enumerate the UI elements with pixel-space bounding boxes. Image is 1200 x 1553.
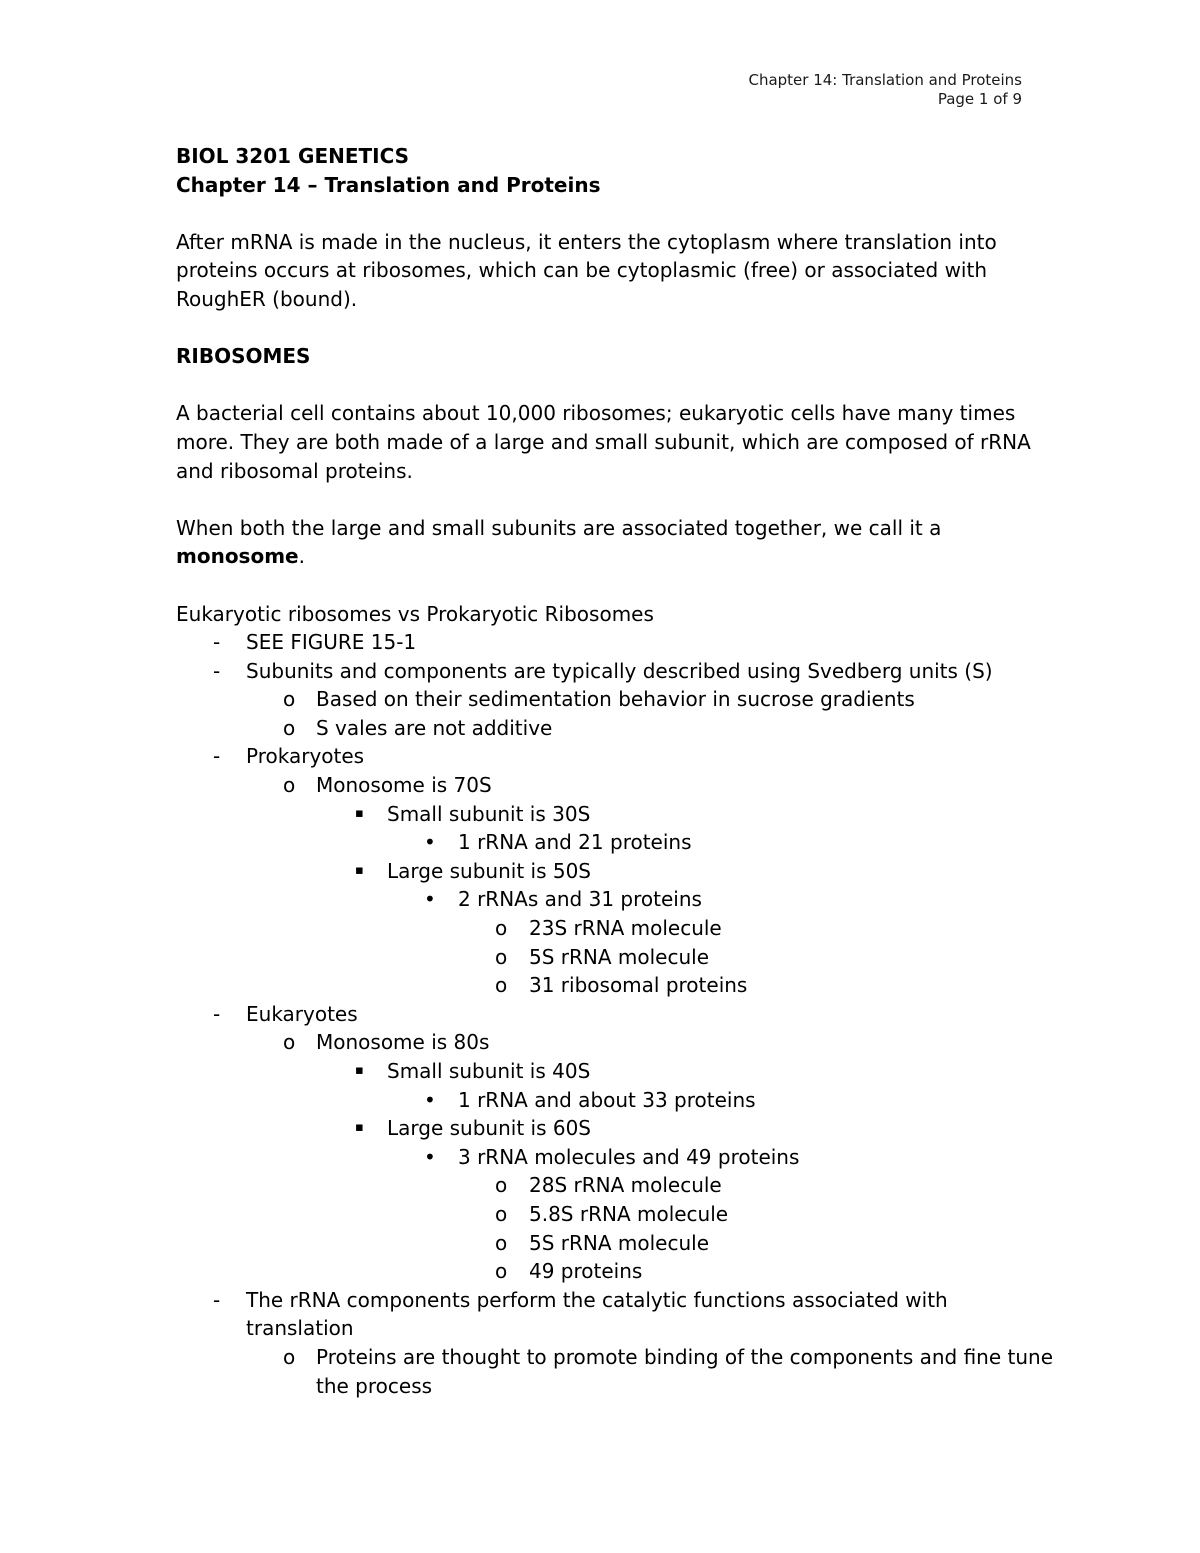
list-item xyxy=(176,971,1056,1000)
section-heading-ribosomes: RIBOSOMES xyxy=(176,344,311,369)
list-item xyxy=(176,1257,1056,1286)
list-item xyxy=(176,857,1056,886)
list-item xyxy=(176,1343,1056,1400)
list-item-text: Proteins are thought to promote binding of the components and fine tune the process xyxy=(316,1344,1054,1398)
bullet-marker: • xyxy=(424,887,436,912)
list-item xyxy=(176,1200,1056,1229)
list-item-text: 1 rRNA and about 33 proteins xyxy=(458,1087,756,1112)
list-item xyxy=(176,714,1056,743)
document-body xyxy=(176,142,1056,1400)
list-item xyxy=(176,943,1056,972)
list-item-text: Monosome is 70S xyxy=(316,773,492,798)
list-item-text: Small subunit is 30S xyxy=(387,801,591,826)
list-item-text: 2 rRNAs and 31 proteins xyxy=(458,887,702,912)
circle-marker: o xyxy=(495,1230,508,1255)
list-item-text: 3 rRNA molecules and 49 proteins xyxy=(458,1144,800,1169)
square-marker: ▪ xyxy=(355,1063,364,1078)
list-item-text: Based on their sedimentation behavior in sucrose gradients xyxy=(316,687,915,712)
circle-marker: o xyxy=(495,1173,508,1198)
circle-marker: o xyxy=(495,944,508,969)
list-item-text: Small subunit is 40S xyxy=(387,1059,591,1083)
monosome-paragraph xyxy=(176,514,1056,571)
list-item xyxy=(176,1028,1056,1057)
list-item-text: 5.8S rRNA molecule xyxy=(529,1201,729,1226)
list-item xyxy=(176,828,1056,857)
list-item-text: Monosome is 80s xyxy=(316,1030,490,1055)
circle-marker: o xyxy=(495,916,508,941)
list-item-text: Large subunit is 60S xyxy=(387,1116,592,1141)
dash-marker: - xyxy=(213,658,221,683)
list-item-text: S vales are not additive xyxy=(316,715,553,740)
list-item xyxy=(176,1229,1056,1258)
bullet-marker: • xyxy=(424,1144,436,1169)
circle-marker: o xyxy=(283,1344,296,1369)
header-page-number: Page 1 of 9 xyxy=(937,90,1022,108)
list-item xyxy=(176,1114,1056,1143)
square-marker: ▪ xyxy=(355,862,364,878)
list-item-text: 23S rRNA molecule xyxy=(529,916,722,941)
dash-marker: - xyxy=(213,630,221,655)
chapter-title: Chapter 14 – Translation and Proteins xyxy=(176,172,601,197)
circle-marker: o xyxy=(283,715,296,740)
list-item-text: 31 ribosomal proteins xyxy=(529,973,748,998)
list-item-text: Large subunit is 50S xyxy=(387,858,592,883)
monosome-term: monosome xyxy=(176,544,299,569)
list-item-text: 28S rRNA molecule xyxy=(529,1173,722,1198)
list-item xyxy=(176,628,1056,657)
page-header xyxy=(748,71,1022,109)
header-chapter: Chapter 14: Translation and Proteins xyxy=(748,71,1022,89)
ribosome-paragraph: A bacterial cell contains about 10,000 ribosomes; eukaryotic cells have many times more. They are both made of a large and small subunit, which are composed of rRNA and ribosomal proteins. xyxy=(176,401,1031,483)
bullet-marker: • xyxy=(424,830,436,855)
monosome-period: . xyxy=(298,544,305,569)
list-item xyxy=(176,1171,1056,1200)
list-item xyxy=(176,1143,1056,1172)
list-item xyxy=(176,1057,1056,1086)
circle-marker: o xyxy=(283,773,296,798)
intro-paragraph: After mRNA is made in the nucleus, it enters the cytoplasm where translation into proteins occurs at ribosomes, which can be cytoplasmic (free) or associated with RoughER (bound). xyxy=(176,229,997,311)
list-item xyxy=(176,1286,1056,1343)
list-item xyxy=(176,800,1056,829)
list-item xyxy=(176,742,1056,771)
circle-marker: o xyxy=(495,973,508,998)
circle-marker: o xyxy=(283,1030,296,1055)
list-item xyxy=(176,685,1056,714)
list-item-text: 49 proteins xyxy=(529,1259,643,1284)
list-item-text: SEE FIGURE 15-1 xyxy=(246,630,417,655)
list-item xyxy=(176,771,1056,800)
list-item-text: The rRNA components perform the catalytic functions associated with translation xyxy=(246,1287,948,1341)
list-item xyxy=(176,885,1056,914)
square-marker: ▪ xyxy=(355,805,364,821)
comparison-title: Eukaryotic ribosomes vs Prokaryotic Ribosomes xyxy=(176,601,654,626)
list-item xyxy=(176,1000,1056,1029)
square-marker: ▪ xyxy=(355,1120,364,1136)
list-item-text: Eukaryotes xyxy=(246,1001,358,1026)
list-item xyxy=(176,1086,1056,1115)
dash-marker: - xyxy=(213,744,221,769)
list-item-text: 5S rRNA molecule xyxy=(529,1230,710,1255)
dash-marker: - xyxy=(213,1287,221,1312)
list-item xyxy=(176,657,1056,686)
circle-marker: o xyxy=(283,687,296,712)
list-item xyxy=(176,914,1056,943)
bullet-marker: • xyxy=(424,1087,436,1112)
circle-marker: o xyxy=(495,1259,508,1284)
list-item-text: 1 rRNA and 21 proteins xyxy=(458,830,692,855)
monosome-text: When both the large and small subunits are associated together, we call it a xyxy=(176,515,942,540)
dash-marker: - xyxy=(213,1001,221,1026)
list-item-text: Prokaryotes xyxy=(246,744,365,769)
list-item-text: Subunits and components are typically described using Svedberg units (S) xyxy=(246,658,993,683)
circle-marker: o xyxy=(495,1201,508,1226)
list-item-text: 5S rRNA molecule xyxy=(529,944,710,969)
course-title: BIOL 3201 GENETICS xyxy=(176,144,410,168)
